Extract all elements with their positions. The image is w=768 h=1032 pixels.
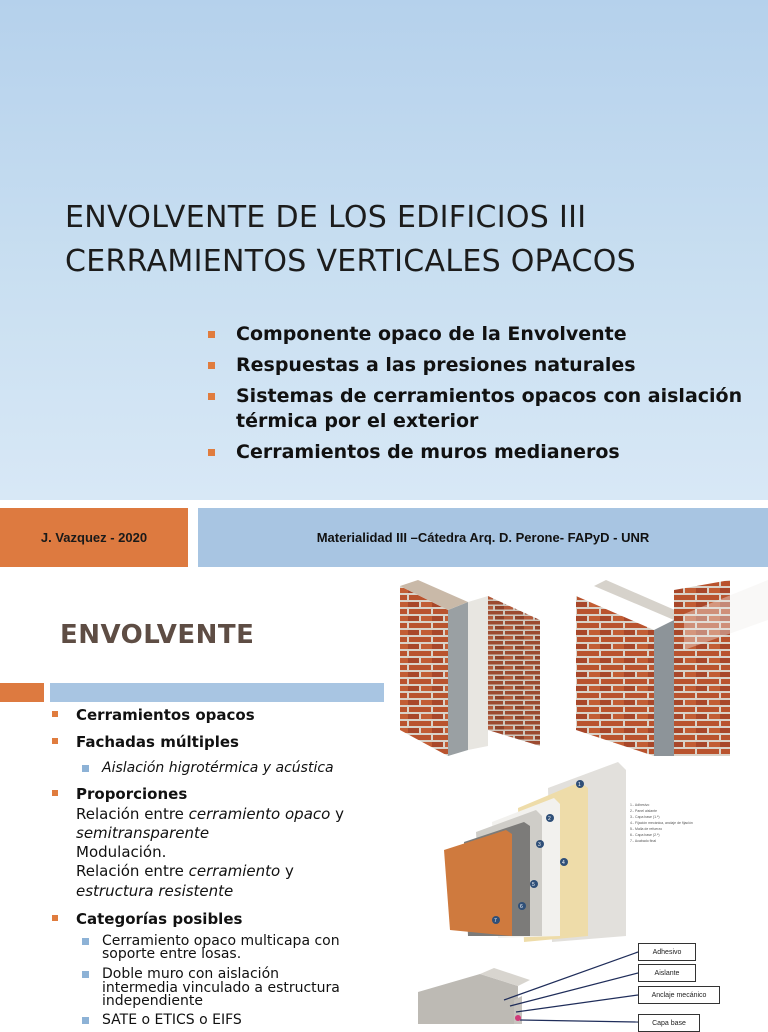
title-line-2: CERRAMIENTOS VERTICALES OPACOS: [65, 244, 636, 279]
sub-bullet-square-icon: [82, 938, 89, 945]
legend-item: 6.- Capa base (2.ª): [630, 833, 660, 837]
legend-item: 1.- Adhesivo: [630, 803, 650, 807]
sub-bullet-item: [82, 761, 334, 775]
bullet-item: [52, 733, 239, 751]
callout-label: Aislante: [638, 964, 696, 982]
layer-number: 6: [520, 904, 523, 910]
legend-item: 4.- Fijación mecánica, anclaje de fijación: [630, 821, 693, 825]
paragraph-line: Modulación.: [76, 843, 167, 861]
sub-bullet-text: Aislación higrotérmica y acústica: [102, 760, 334, 776]
bullet-item: [208, 322, 756, 347]
bullet-text: Respuestas a las presiones naturales: [236, 354, 636, 376]
callout-label: Anclaje mecánico: [638, 986, 720, 1004]
bullet-item: [208, 353, 756, 378]
bullet-text: Componente opaco de la Envolvente: [236, 323, 627, 345]
slide-title: [0, 0, 768, 500]
slide-title-text: [65, 196, 755, 284]
accent-bar-blue: [50, 683, 384, 702]
accent-bar-orange: [0, 683, 44, 702]
etics-callout-diagram: [400, 940, 768, 1027]
legend-item: 7.- Acabado final: [630, 839, 657, 843]
title-line-1: ENVOLVENTE DE LOS EDIFICIOS III: [65, 200, 587, 235]
bullet-text: Cerramientos de muros medianeros: [236, 441, 620, 463]
bullet-list: [208, 322, 756, 471]
sub-bullet-square-icon: [82, 765, 89, 772]
legend-item: 2.- Panel aislante: [630, 809, 658, 813]
bullet-text: Categorías posibles: [76, 910, 243, 928]
etics-layers-illustration: [420, 760, 720, 945]
callout-lines: [400, 940, 768, 1024]
brick-wall-illustration: [384, 580, 768, 756]
author-footer: J. Vazquez - 2020: [0, 508, 188, 567]
bullet-square-icon: [52, 738, 58, 744]
bullet-square-icon: [208, 449, 215, 456]
bullet-text: Fachadas múltiples: [76, 733, 239, 751]
sub-bullet-square-icon: [82, 1017, 89, 1024]
sub-bullet-continuation: intermedia vinculado a estructura: [102, 980, 340, 996]
callout-label: Capa base: [638, 1014, 700, 1032]
sub-bullet-continuation: soporte entre losas.: [102, 946, 242, 962]
layer-number: 3: [538, 842, 541, 848]
callout-label: Adhesivo: [638, 943, 696, 961]
bullet-item: [208, 384, 756, 434]
bullet-text: Proporciones: [76, 785, 188, 803]
paragraph-line: semitransparente: [76, 824, 210, 842]
legend-item: 5.- Malla de refuerzo: [630, 827, 663, 831]
bullet-text: Sistemas de cerramientos opacos con aislación térmica por el exterior: [236, 385, 743, 432]
sub-bullet-continuation: independiente: [102, 993, 204, 1009]
bullet-square-icon: [208, 362, 215, 369]
layer-number: 4: [562, 860, 565, 866]
sub-bullet-item: Doble muro con aislación: [82, 967, 279, 981]
sub-bullet-item: Cerramiento opaco multicapa con: [82, 934, 340, 948]
bullet-square-icon: [52, 711, 58, 717]
layer-number: 5: [532, 882, 535, 888]
paragraph-line: Relación entre cerramiento opaco y: [76, 805, 344, 823]
paragraph-line: Relación entre cerramiento y: [76, 862, 294, 880]
course-footer: Materialidad III –Cátedra Arq. D. Perone- FAPyD - UNR: [198, 508, 768, 567]
bullet-square-icon: [52, 790, 58, 796]
paragraph-line: estructura resistente: [76, 882, 234, 900]
bullet-text: Cerramientos opacos: [76, 706, 255, 724]
bullet-item: [52, 785, 187, 803]
bullet-square-icon: [208, 393, 215, 400]
section-heading: ENVOLVENTE: [60, 620, 255, 650]
etics-layers-image: [420, 760, 720, 945]
bullet-item: [208, 440, 756, 465]
layer-number: 2: [548, 816, 551, 822]
layer-number: 1: [578, 782, 581, 788]
legend-item: 3.- Capa base (1.ª): [630, 815, 660, 819]
layer-legend: [630, 802, 693, 844]
bullet-item: [52, 910, 242, 928]
brick-wall-image: [384, 580, 768, 756]
sub-bullet-item: SATE o ETICS o EIFS: [82, 1013, 242, 1027]
bullet-square-icon: [52, 915, 58, 921]
bullet-item: [52, 706, 255, 724]
layer-number: 7: [494, 918, 497, 924]
sub-bullet-square-icon: [82, 971, 89, 978]
bullet-square-icon: [208, 331, 215, 338]
